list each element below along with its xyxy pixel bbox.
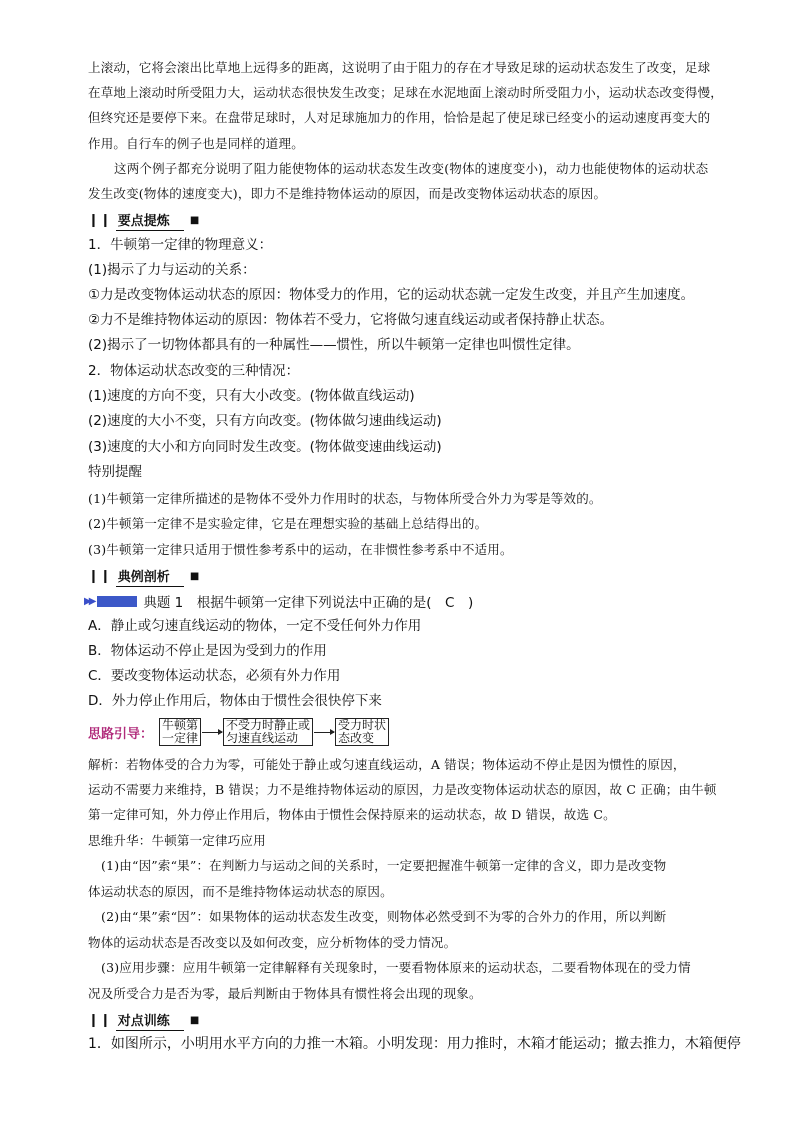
summary-title: 思维升华：牛顿第一定律巧应用: [88, 833, 266, 848]
flow-arrow-icon: [202, 732, 222, 733]
intro-line: 在草地上滚动时所受阻力大，运动状态很快发生改变；足球在水泥地面上滚动时所受阻力小，运动状态改变得慢，: [88, 85, 724, 100]
intro-line: 作用。自行车的例子也是同样的道理。: [88, 136, 304, 151]
section-title: 典例剖析: [116, 566, 184, 587]
example-option: D．外力停止作用后，物体由于惯性会很快停下来: [88, 693, 382, 709]
tip-item: (3)牛顿第一定律只适用于惯性参考系中的运动，在非惯性参考系中不适用。: [88, 542, 513, 557]
example-title-row: [84, 591, 473, 611]
summary-line: (1)由“因”索“果”：在判断力与运动之间的关系时，一定要把握准牛顿第一定律的含义，即力是改变物: [101, 858, 667, 873]
square-icon: ■: [189, 571, 200, 582]
key-point-title: 1．牛顿第一定律的物理意义：: [88, 237, 273, 253]
flow-arrow-icon: [314, 732, 334, 733]
section-header-key-points: [88, 210, 199, 231]
analysis-line: 运动不需要力来维持，B 错误；力不是维持物体运动的原因，力是改变物体运动状态的原因，故 C 正确；由牛顿: [88, 782, 717, 797]
section-title: 对点训练: [116, 1010, 184, 1031]
key-point-item: (2)揭示了一切物体都具有的一种属性——惯性，所以牛顿第一定律也叫惯性定律。: [88, 337, 580, 353]
flow-box: 不受力时静止或 匀速直线运动: [223, 718, 313, 746]
key-point-item: (1)速度的方向不变，只有大小改变。(物体做直线运动): [88, 388, 415, 404]
key-point-item: ②力不是维持物体运动的原因：物体若不受力，它将做匀速直线运动或者保持静止状态。: [88, 312, 614, 328]
summary-line: (3)应用步骤：应用牛顿第一定律解释有关现象时，一要看物体原来的运动状态，二要看物体现在的受力情: [101, 960, 691, 975]
tip-title: 特别提醒: [88, 464, 142, 480]
section-header-practice: [88, 1010, 199, 1031]
practice-question: 1．如图所示，小明用水平方向的力推一木箱。小明发现：用力推时，木箱才能运动；撤去推力，木箱便停: [88, 1036, 741, 1052]
intro-line: 发生改变(物体的速度变大)，即力不是维持物体运动的原因，而是改变物体运动状态的原因。: [88, 186, 607, 201]
summary-line: (2)由“果”索“因”：如果物体的运动状态发生改变，则物体必然受到不为零的合外力的作用，所以判断: [101, 909, 667, 924]
section-header-examples: [88, 566, 199, 587]
flow-label: 思路引导：: [88, 726, 154, 742]
double-arrow-icon: ▶▶: [84, 595, 94, 607]
key-point-item: (1)揭示了力与运动的关系：: [88, 262, 256, 278]
summary-line: 物体的运动状态是否改变以及如何改变，应分析物体的受力情况。: [88, 935, 457, 950]
section-bars: ❙❙: [88, 1013, 112, 1028]
tip-item: (1)牛顿第一定律所描述的是物体不受外力作用时的状态，与物体所受合外力为零是等效的。: [88, 491, 602, 506]
key-point-item: ①力是改变物体运动状态的原因：物体受力的作用，它的运动状态就一定发生改变，并且产生加速度。: [88, 287, 695, 303]
intro-line: 这两个例子都充分说明了阻力能使物体的运动状态发生改变(物体的速度变小)，动力也能使物体的运动状态: [114, 161, 709, 176]
flow-box: 牛顿第 一定律: [159, 718, 201, 746]
tip-item: (2)牛顿第一定律不是实验定律，它是在理想实验的基础上总结得出的。: [88, 516, 488, 531]
section-bars: ❙❙: [88, 213, 112, 228]
key-point-item: (3)速度的大小和方向同时发生改变。(物体做变速曲线运动): [88, 439, 442, 455]
thinking-flow: [88, 718, 389, 746]
example-option: C．要改变物体运动状态，必须有外力作用: [88, 668, 341, 684]
square-icon: ■: [189, 215, 200, 226]
square-icon: ■: [189, 1015, 200, 1026]
summary-line: 体运动状态的原因，而不是维持物体运动状态的原因。: [88, 884, 393, 899]
summary-line: 况及所受合力是否为零，最后判断由于物体具有惯性将会出现的现象。: [88, 986, 482, 1001]
analysis-line: 解析：若物体受的合力为零，可能处于静止或匀速直线运动，A 错误；物体运动不停止是因为惯性的原因，: [88, 757, 686, 772]
key-point-item: (2)速度的大小不变，只有方向改变。(物体做匀速曲线运动): [88, 413, 442, 429]
example-option: A．静止或匀速直线运动的物体，一定不受任何外力作用: [88, 618, 422, 634]
flow-box: 受力时状 态改变: [335, 718, 389, 746]
key-point-title: 2．物体运动状态改变的三种情况：: [88, 363, 300, 379]
intro-line: 上滚动，它将会滚出比草地上远得多的距离，这说明了由于阻力的存在才导致足球的运动状态发生了改变，足球: [88, 60, 711, 75]
intro-line: 但终究还是要停下来。在盘带足球时，人对足球施加力的作用，恰恰是起了使足球已经变小的运动速度再变大的: [88, 110, 711, 125]
example-question: 典题 1 根据牛顿第一定律下列说法中正确的是( C ): [143, 595, 474, 611]
example-tag-bar: [97, 596, 137, 607]
section-title: 要点提炼: [116, 210, 184, 231]
section-bars: ❙❙: [88, 569, 112, 584]
analysis-line: 第一定律可知，外力停止作用后，物体由于惯性会保持原来的运动状态，故 D 错误，故选 C。: [88, 807, 616, 822]
example-option: B．物体运动不停止是因为受到力的作用: [88, 643, 327, 659]
